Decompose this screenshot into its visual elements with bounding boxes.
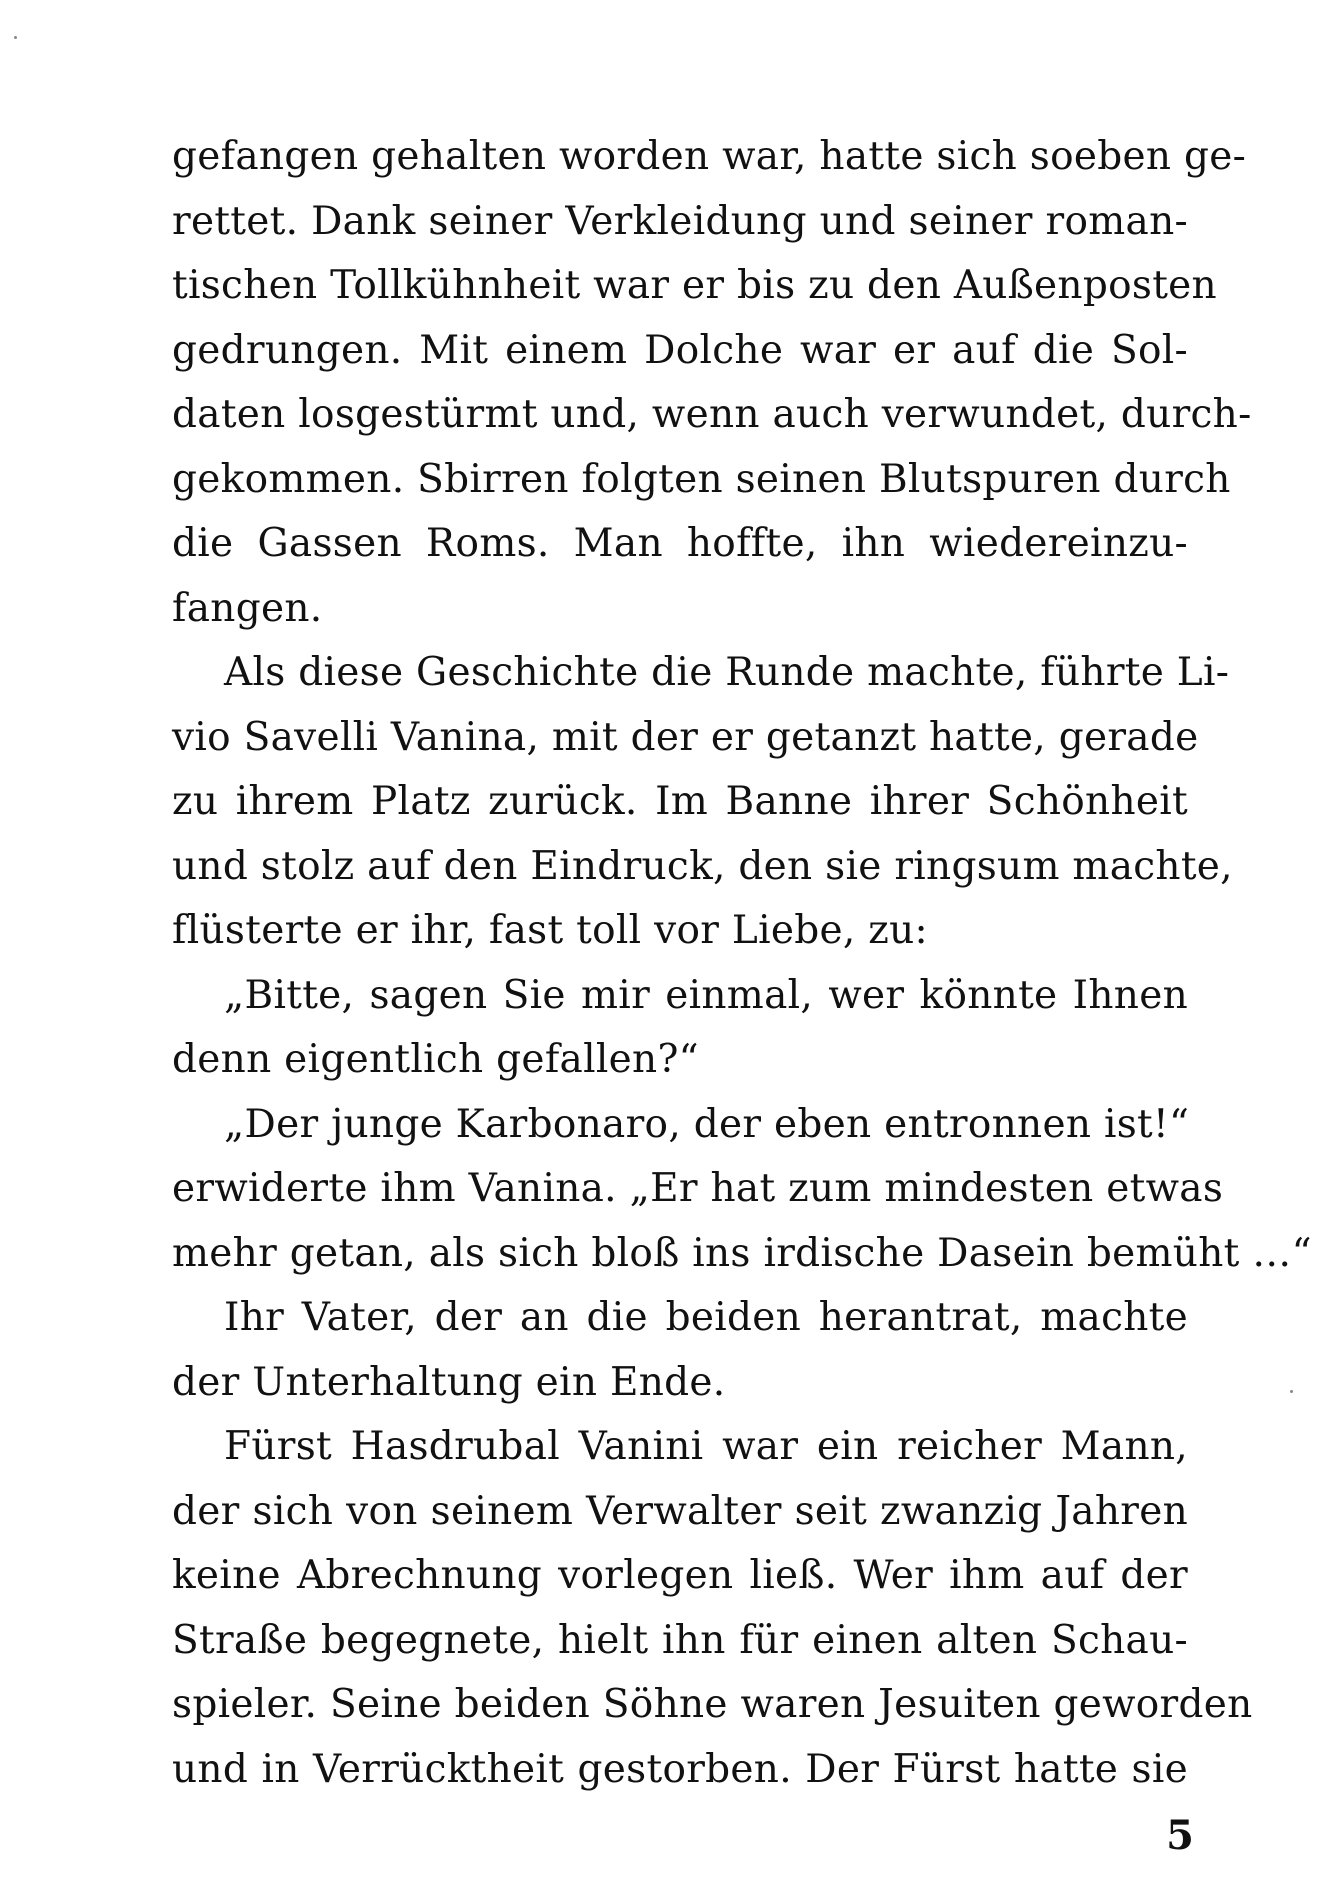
- text-line-13: flüsterte er ihr, fast toll vor Liebe, zu:: [172, 908, 928, 953]
- text-line-3: tischen Tollkühnheit war er bis zu den Außenposten: [172, 263, 1217, 308]
- text-line-22: der sich von seinem Verwalter seit zwanzig Jahren: [172, 1488, 1188, 1534]
- body-text: [172, 125, 1312, 1802]
- scan-speck: [14, 36, 17, 39]
- text-line-11: zu ihrem Platz zurück. Im Banne ihrer Schönheit: [172, 779, 1188, 824]
- text-line-19: Ihr Vater, der an die beiden herantrat, machte: [224, 1295, 1188, 1340]
- text-line-24: Straße begegnete, hielt ihn für einen alten Schau-: [172, 1617, 1188, 1663]
- text-line-16: „Der junge Karbonaro, der eben entronnen ist!“: [224, 1101, 1190, 1147]
- text-line-17: erwiderte ihm Vanina. „Er hat zum mindesten etwas: [172, 1166, 1224, 1211]
- text-line-15: denn eigentlich gefallen?“: [172, 1037, 699, 1082]
- scan-speck: [1290, 1390, 1293, 1393]
- text-line-10: vio Savelli Vanina, mit der er getanzt hatte, gerade: [172, 714, 1199, 760]
- text-line-20: der Unterhaltung ein Ende.: [172, 1359, 726, 1405]
- text-line-6: gekommen. Sbirren folgten seinen Blutspuren durch: [172, 456, 1231, 502]
- text-line-14: „Bitte, sagen Sie mir einmal, wer könnte Ihnen: [224, 972, 1188, 1018]
- text-line-25: spieler. Seine beiden Söhne waren Jesuiten geworden: [172, 1682, 1253, 1727]
- text-line-21: Fürst Hasdrubal Vanini war ein reicher Mann,: [224, 1424, 1188, 1469]
- text-line-26: und in Verrücktheit gestorben. Der Fürst hatte sie: [172, 1746, 1188, 1792]
- text-line-23: keine Abrechnung vorlegen ließ. Wer ihm auf der: [172, 1553, 1188, 1598]
- text-line-4: gedrungen. Mit einem Dolche war er auf die Sol-: [172, 327, 1188, 373]
- page-number: 5: [1166, 1812, 1194, 1859]
- text-line-7: die Gassen Roms. Man hoffte, ihn wiedereinzu-: [172, 521, 1188, 566]
- text-line-18: mehr getan, als sich bloß ins irdische Dasein bemüht …“: [172, 1230, 1312, 1276]
- text-line-1: gefangen gehalten worden war, hatte sich soeben ge-: [172, 134, 1247, 179]
- text-line-8: fangen.: [172, 585, 323, 631]
- text-line-12: und stolz auf den Eindruck, den sie ringsum machte,: [172, 843, 1233, 889]
- text-line-5: daten losgestürmt und, wenn auch verwundet, durch-: [172, 392, 1252, 437]
- text-line-2: rettet. Dank seiner Verkleidung und seiner roman-: [172, 198, 1188, 244]
- text-line-9: Als diese Geschichte die Runde machte, führte Li-: [224, 650, 1230, 695]
